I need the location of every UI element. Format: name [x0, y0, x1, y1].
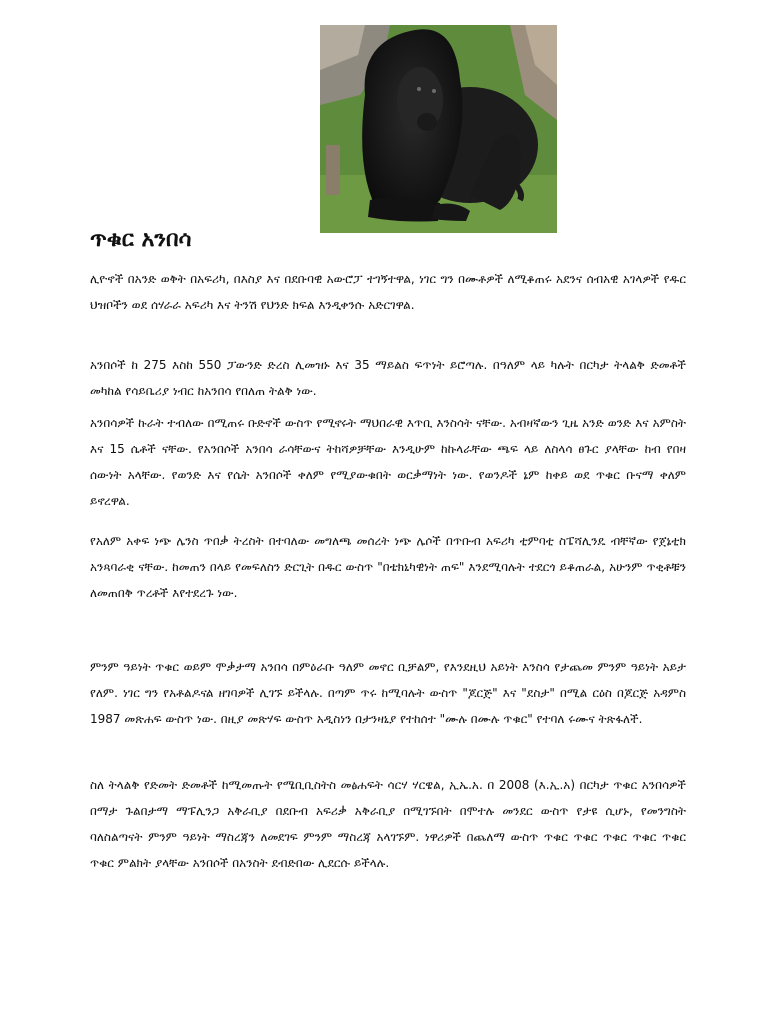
paragraph-1: ሊዮኖች በአንድ ወቅት በአፍሪካ, በእስያ እና በደቡባዊ አውሮፓ ተገኝተዋል, ነገር ግን በሙቶዎች ለሚቆጠሩ አደንና ሰብአዊ አገላዎች የዱር ህዝቦችን ወደ ሰሃራራ አፍሪካ እና ትንሽ የህንድ ክፍል እንዲቀንሱ አድርገዋል.	[90, 272, 686, 312]
paragraph-2: አንበሶች ከ 275 እስከ 550 ፓውንድ ድረስ ሊመዝኑ እና 35 ማይልስ ፍጥነት ይሮጣሉ. በዓለም ላይ ካሉት በርካታ ትላልቅ ድመቶች መካከል የሳይቤሪያ ነብር ከአንበሳ የበለጠ ትልቅ ነው.	[90, 358, 686, 398]
article-title: ጥቁር አንበሳ	[90, 226, 192, 252]
paragraph-6: ስለ ትላልቅ የድመት ድመቶች ከሚመጡት የሜቢቢስትስ መፅሐፍት ሳርሃ ሃርዌል, ኢኤ.አ. በ 2008 (እ.ኢ.አ) በርካታ ጥቁር አንበሳዎች በማታ ጉልበታማ ማፑሊንጋ አቅራቢያ በደቡብ አፍሪቃ አቅራቢያ በሚገኙበት በሞተሉ መንደር ውስጥ የታዩ ሲሆኑ, የመንግስት ባለስልጣናት ምንም ዓይነት ማስረጃን ለመደገፍ ምንም ማስረጃ አላገኙም. ነዋሪዎች በጨለማ ውስጥ ጥቁር ጥቁር ጥቁር ጥቁር ጥቁር ጥቁር ምልክት ያላቸው አንበሶች በአንስት ደብድበው ሊደርሱ ይችላሉ.	[90, 778, 686, 870]
black-lion-photo	[320, 25, 557, 233]
paragraph-3: አንበሳዎች ኩራት ተብለው በሚጠሩ ቡድኖች ውስጥ የሚኖሩት ማህበራዊ እጥቢ እንስሳት ናቸው. አብዛኛውን ጊዜ አንድ ወንድ እና አምስት እና 15 ሴቶች ናቸው. የአንበሶች አንበሳ ራሳቸውና ትከሻዎቻቸው እንዲሁም ከኩላራቸው ጫፍ ላይ ለስላሳ ፀጉር ያላቸው ከብ የበዛ ሰውነት አላቸው. የወንድ እና የሴት አንበሶች ቀለም የሚያውቁበት ወርቃማነት ነው. የወንዶች ኔም ከቀይ ወደ ጥቁር ቡናማ ቀለም ይኖረዋል.	[90, 416, 686, 508]
paragraph-5: ምንም ዓይነት ጥቁር ወይም ሞቃታማ አንበሳ በምዕራቡ ዓለም መኖር ቢቻልም, የእንደዚህ አይነት እንስሳ የታጨመ ምንም ዓይነት አይታ የለም. ነገር ግን የአቶልዶናል ዘገባዎች ሊገኙ ይችላሉ. በጣም ጥሩ ከሚባሉት ውስጥ "ጆርጅ" እና "ደስታ" በሚል ርዕስ በጆርጅ አዳምስ 1987 መጽሐፍ ውስጥ ነው. በዚያ መጽሃፍ ውስጥ አዲስነን በታንዛኒያ የተከሰተ "ሙሉ በሙሉ ጥቁር" የተባለ ሩሙና ትጽፋለች.	[90, 660, 686, 726]
paragraph-4: የአለም አቀፍ ነጭ ሌንስ ጥበቃ ትረስት በተባለው መግለጫ መሰረት ነጭ ሌሶች በጥቡብ አፍሪካ ቲምባቲ ስፔሻሊንዴ ብቸኛው የጀኔቲክ አንጻባራቂ ናቸው. ከመጠን በላይ የመፍለስን ድርጊት በዱር ውስጥ "በቴክኒካዊነት ጠፍ" እንደሚባሉት ተደርጎ ይቆጠራል, አሁንም ጥቂቶቹን ለመጠበቅ ጥረቶች እየተደረጉ ነው.	[90, 534, 686, 600]
